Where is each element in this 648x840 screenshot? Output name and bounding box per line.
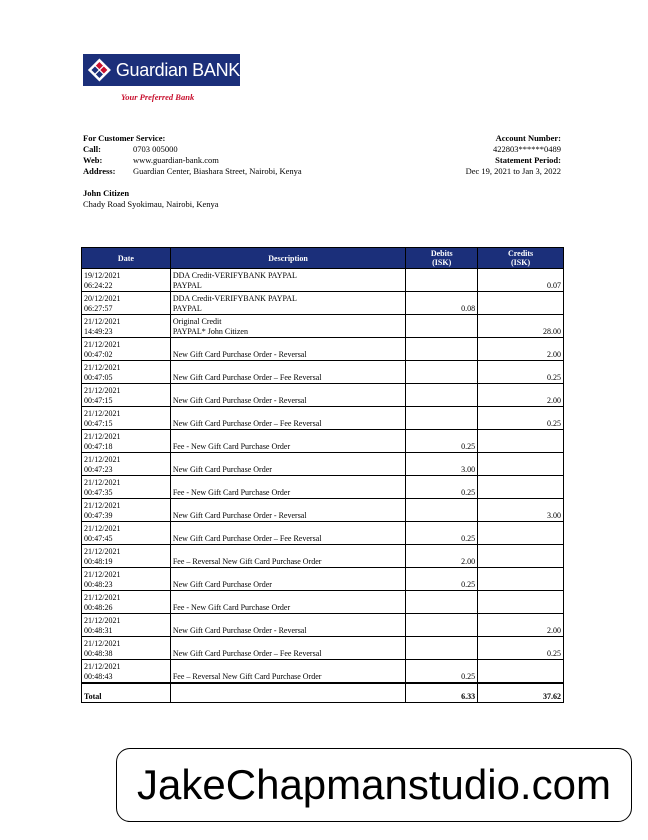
date-cell — [82, 292, 171, 315]
web-value: www.guardian-bank.com — [133, 155, 219, 165]
debit-cell — [406, 338, 478, 361]
debits-header-unit: (ISK) — [432, 258, 452, 267]
date-cell — [82, 338, 171, 361]
guardian-diamond-icon — [87, 56, 112, 84]
date-header: Date — [82, 248, 171, 269]
description-cell — [170, 476, 405, 499]
date-value: 21/12/2021 — [84, 570, 121, 579]
statement-period: Dec 19, 2021 to Jan 3, 2022 — [465, 166, 561, 176]
description-cell — [170, 338, 405, 361]
description-line-1: DDA Credit-VERIFYBANK PAYPAL — [172, 271, 297, 280]
description-line-2: PAYPAL — [172, 281, 202, 290]
call-label: Call: — [83, 144, 101, 154]
time-value: 00:47:02 — [84, 350, 113, 359]
credits-header — [478, 248, 564, 269]
date-cell — [82, 591, 171, 614]
credit-cell — [478, 522, 564, 545]
credit-cell: 0.25 — [478, 407, 564, 430]
date-cell — [82, 614, 171, 637]
statement-period-label: Statement Period: — [495, 155, 561, 165]
credit-cell — [478, 292, 564, 315]
total-label: Total — [82, 683, 171, 703]
credit-cell — [478, 545, 564, 568]
time-value: 00:48:31 — [84, 626, 113, 635]
time-value: 00:47:23 — [84, 465, 113, 474]
credit-cell: 0.07 — [478, 269, 564, 292]
description-cell — [170, 315, 405, 338]
bank-logo — [83, 54, 240, 86]
date-value: 21/12/2021 — [84, 432, 121, 441]
table-row — [82, 614, 564, 637]
description-line-2: New Gift Card Purchase Order – Fee Reversal — [172, 419, 322, 428]
table-row — [82, 499, 564, 522]
debit-cell: 0.25 — [406, 660, 478, 684]
customer-block — [83, 188, 219, 210]
total-debits: 6.33 — [406, 683, 478, 703]
debit-cell — [406, 614, 478, 637]
description-cell — [170, 269, 405, 292]
time-value: 00:48:38 — [84, 649, 113, 658]
debit-cell — [406, 407, 478, 430]
description-cell — [170, 568, 405, 591]
total-description — [170, 683, 405, 703]
description-cell — [170, 430, 405, 453]
description-cell — [170, 407, 405, 430]
time-value: 00:48:43 — [84, 672, 113, 681]
date-cell — [82, 430, 171, 453]
date-value: 20/12/2021 — [84, 294, 121, 303]
transactions-table — [81, 247, 564, 703]
table-row — [82, 338, 564, 361]
date-value: 21/12/2021 — [84, 317, 121, 326]
table-row — [82, 361, 564, 384]
date-value: 21/12/2021 — [84, 501, 121, 510]
date-cell — [82, 315, 171, 338]
description-line-2: New Gift Card Purchase Order - Reversal — [172, 626, 307, 635]
table-row — [82, 384, 564, 407]
description-line-2: New Gift Card Purchase Order – Fee Reversal — [172, 373, 322, 382]
date-value: 21/12/2021 — [84, 662, 121, 671]
table-row — [82, 269, 564, 292]
call-value: 0703 005000 — [133, 144, 178, 154]
date-cell — [82, 522, 171, 545]
time-value: 06:27:57 — [84, 304, 113, 313]
table-row — [82, 545, 564, 568]
credit-cell: 2.00 — [478, 338, 564, 361]
description-line-2: New Gift Card Purchase Order — [172, 465, 272, 474]
credit-cell — [478, 453, 564, 476]
credit-cell — [478, 476, 564, 499]
description-line-2: New Gift Card Purchase Order — [172, 580, 272, 589]
description-cell — [170, 384, 405, 407]
table-row — [82, 407, 564, 430]
debit-cell — [406, 637, 478, 660]
customer-address: Chady Road Syokimau, Nairobi, Kenya — [83, 199, 219, 209]
table-row — [82, 292, 564, 315]
date-value: 21/12/2021 — [84, 409, 121, 418]
debit-cell — [406, 269, 478, 292]
description-line-2: PAYPAL* John Citizen — [172, 327, 248, 336]
date-value: 21/12/2021 — [84, 478, 121, 487]
description-cell — [170, 591, 405, 614]
time-value: 06:24:22 — [84, 281, 113, 290]
date-value: 21/12/2021 — [84, 386, 121, 395]
description-cell — [170, 660, 405, 684]
table-row — [82, 591, 564, 614]
description-cell — [170, 637, 405, 660]
date-value: 21/12/2021 — [84, 639, 121, 648]
description-cell — [170, 545, 405, 568]
description-line-2: New Gift Card Purchase Order - Reversal — [172, 350, 307, 359]
debits-header — [406, 248, 478, 269]
customer-service-block — [83, 133, 302, 177]
debit-cell — [406, 499, 478, 522]
credits-header-label: Credits — [507, 249, 534, 258]
date-value: 21/12/2021 — [84, 363, 121, 372]
date-cell — [82, 407, 171, 430]
table-row — [82, 476, 564, 499]
description-line-2: Fee – Reversal New Gift Card Purchase Order — [172, 557, 322, 566]
credit-cell: 2.00 — [478, 384, 564, 407]
time-value: 00:47:18 — [84, 442, 113, 451]
time-value: 00:47:15 — [84, 396, 113, 405]
description-line-2: New Gift Card Purchase Order – Fee Reversal — [172, 649, 322, 658]
credits-header-unit: (ISK) — [511, 258, 531, 267]
credit-cell: 3.00 — [478, 499, 564, 522]
description-cell — [170, 453, 405, 476]
date-value: 21/12/2021 — [84, 340, 121, 349]
description-cell — [170, 499, 405, 522]
credit-cell — [478, 430, 564, 453]
description-cell — [170, 614, 405, 637]
table-row — [82, 315, 564, 338]
date-value: 21/12/2021 — [84, 524, 121, 533]
customer-name: John Citizen — [83, 188, 130, 198]
description-line-2: PAYPAL — [172, 304, 202, 313]
time-value: 14:49:23 — [84, 327, 113, 336]
date-cell — [82, 361, 171, 384]
address-label: Address: — [83, 166, 116, 176]
date-value: 21/12/2021 — [84, 593, 121, 602]
debit-cell: 2.00 — [406, 545, 478, 568]
debit-cell — [406, 384, 478, 407]
table-row — [82, 453, 564, 476]
time-value: 00:47:15 — [84, 419, 113, 428]
date-value: 21/12/2021 — [84, 616, 121, 625]
description-cell — [170, 292, 405, 315]
date-cell — [82, 545, 171, 568]
watermark-banner: JakeChapmanstudio.com — [116, 748, 632, 822]
description-cell — [170, 522, 405, 545]
description-line-2: New Gift Card Purchase Order – Fee Reversal — [172, 534, 322, 543]
date-cell — [82, 476, 171, 499]
table-row — [82, 568, 564, 591]
time-value: 00:48:23 — [84, 580, 113, 589]
time-value: 00:47:35 — [84, 488, 113, 497]
account-block — [466, 133, 561, 177]
bank-name: Guardian BANK — [115, 59, 240, 80]
date-value: 19/12/2021 — [84, 271, 121, 280]
description-line-2: New Gift Card Purchase Order - Reversal — [172, 511, 307, 520]
debit-cell — [406, 315, 478, 338]
debit-cell — [406, 361, 478, 384]
debit-cell: 0.25 — [406, 430, 478, 453]
description-line-2: Fee - New Gift Card Purchase Order — [172, 442, 291, 451]
description-line-1: DDA Credit-VERIFYBANK PAYPAL — [172, 294, 297, 303]
debit-cell: 3.00 — [406, 453, 478, 476]
credit-cell — [478, 591, 564, 614]
table-row — [82, 522, 564, 545]
account-number: 422803******0489 — [493, 144, 561, 154]
table-row — [82, 430, 564, 453]
total-row — [82, 683, 564, 703]
table-header-row — [82, 248, 564, 269]
description-line-2: Fee - New Gift Card Purchase Order — [172, 488, 291, 497]
description-line-1: Original Credit — [172, 317, 222, 326]
time-value: 00:48:19 — [84, 557, 113, 566]
date-cell — [82, 453, 171, 476]
credit-cell — [478, 660, 564, 684]
web-label: Web: — [83, 155, 103, 165]
debits-header-label: Debits — [430, 249, 453, 258]
date-cell — [82, 568, 171, 591]
credit-cell: 28.00 — [478, 315, 564, 338]
date-cell — [82, 660, 171, 684]
description-cell — [170, 361, 405, 384]
debit-cell — [406, 591, 478, 614]
total-credits: 37.62 — [478, 683, 564, 703]
date-cell — [82, 384, 171, 407]
time-value: 00:47:39 — [84, 511, 113, 520]
credit-cell — [478, 568, 564, 591]
debit-cell: 0.08 — [406, 292, 478, 315]
credit-cell: 0.25 — [478, 361, 564, 384]
description-line-2: New Gift Card Purchase Order - Reversal — [172, 396, 307, 405]
date-cell — [82, 499, 171, 522]
table-row — [82, 637, 564, 660]
address-value: Guardian Center, Biashara Street, Nairobi, Kenya — [133, 166, 302, 176]
description-line-2: Fee - New Gift Card Purchase Order — [172, 603, 291, 612]
account-number-label: Account Number: — [495, 133, 561, 143]
time-value: 00:47:05 — [84, 373, 113, 382]
service-title: For Customer Service: — [83, 133, 166, 143]
debit-cell: 0.25 — [406, 476, 478, 499]
date-value: 21/12/2021 — [84, 455, 121, 464]
date-cell — [82, 269, 171, 292]
date-cell — [82, 637, 171, 660]
date-value: 21/12/2021 — [84, 547, 121, 556]
bank-tagline: Your Preferred Bank — [121, 92, 195, 102]
debit-cell: 0.25 — [406, 522, 478, 545]
credit-cell: 2.00 — [478, 614, 564, 637]
description-header: Description — [170, 248, 405, 269]
credit-cell: 0.25 — [478, 637, 564, 660]
debit-cell: 0.25 — [406, 568, 478, 591]
time-value: 00:47:45 — [84, 534, 113, 543]
time-value: 00:48:26 — [84, 603, 113, 612]
description-line-2: Fee – Reversal New Gift Card Purchase Order — [172, 672, 322, 681]
table-row — [82, 660, 564, 684]
